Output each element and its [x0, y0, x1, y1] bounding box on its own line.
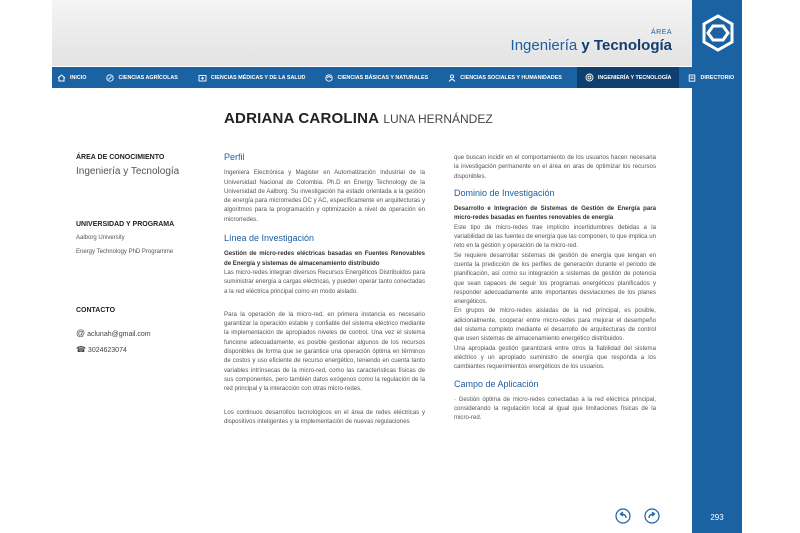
campo-title: Campo de Aplicación: [454, 378, 539, 389]
email-row: [76, 328, 151, 338]
linea-paragraph-1: Las micro-redes integran diversos Recursos Energéticos Distribuidos para suministrar energía a cargas eléctricas, y pueden operar tanto conectadas a la red eléctrica principal como en modo aislado.: [224, 268, 425, 295]
linea-title: Línea de Investigación: [224, 233, 315, 244]
nav-item-medicas[interactable]: [193, 67, 311, 88]
linea-subtitle: Gestión de micro-redes eléctricas basadas en Fuentes Renovables de Energía y sistemas de almacenamiento distribuido: [224, 250, 425, 267]
perfil-title: Perfil: [224, 152, 245, 162]
column-one: [224, 153, 425, 434]
perfil-text: Ingeniera Electrónica y Magister en Automatización Industrial de la Universidad Nacional de Colombia. Ph.D en Energy Technology de la Universidad de Aalborg. Su investigación ha estado orientada a la gestión de energía para microrredes DC y AC, específicamente en arquitecturas y algoritmos para la programación y optimización a nivel de operación en microrredes.: [224, 169, 425, 223]
dominio-subtitle: Desarrollo e Integración de Sistemas de Gestión de Energía para micro-redes basadas en fuentes renovables de energía: [454, 205, 656, 222]
area-heading: ÁREA DE CONOCIMIENTO: [76, 154, 165, 161]
area-title-bold: y Tecnología: [581, 37, 672, 54]
area-title-light: Ingeniería: [510, 37, 578, 54]
medical-icon: [198, 74, 207, 82]
header-band: [52, 0, 692, 66]
university-name: Aalborg University: [76, 235, 125, 241]
back-arrow-icon[interactable]: [615, 508, 631, 524]
dominio-paragraph-3: En grupos de micro-redes aisladas de la red principal, es posible, adicionalmente, cooperar entre micro-redes para mejorar el desempeño del sistema completo mediante el desarrollo de arquitecturas de control que usen sistemas de almacenamiento energético distribuidos.: [454, 307, 656, 343]
home-icon: [57, 74, 66, 82]
linea-paragraph-3: Los continuos desarrollos tecnológicos en el área de redes eléctricas y dispositivos inteligentes y la implementación de nuevas regulaciones: [224, 408, 425, 425]
nav-item-inicio[interactable]: [52, 67, 91, 88]
book-icon: [688, 74, 696, 82]
nav-label: CIENCIAS MÉDICAS Y DE LA SALUD: [210, 74, 306, 81]
page-number: 293: [710, 513, 724, 522]
person-first-name: ADRIANA CAROLINA: [224, 110, 380, 127]
person-last-name: LUNA HERNÁNDEZ: [383, 112, 493, 126]
area-value: Ingeniería y Tecnología: [76, 166, 180, 177]
nav-item-ingenieria[interactable]: [577, 67, 680, 88]
contact-heading: CONTACTO: [76, 307, 116, 314]
nav-item-agricolas[interactable]: [101, 67, 182, 88]
area-title: [511, 37, 672, 54]
linea-paragraph-2: Para la operación de la micro-red, en primera instancia es necesario garantizar la operación estable y confiable del sistema eléctrico mediante la implementación de apropiados niveles de control. Una vez el sistema funcione adecuadamente, es posible gestionar algunos de los recursos disponibles de forma que se garantice una operación óptima en términos de costos y uso eficiente de recurso energético, teniendo en cuenta tanto variables intrínsecas de la micro-red, como las características físicas de sus componentes, pero también datos exógenos como la regulación de la red principal y la interacción con otras micro-redes.: [224, 310, 425, 393]
column-two: [454, 153, 656, 431]
nav-item-sociales[interactable]: [443, 67, 567, 88]
nature-icon: [325, 74, 333, 82]
email-text[interactable]: aclunah@gmail.com: [87, 331, 151, 338]
phone-icon: ☎: [76, 345, 86, 354]
nav-label: CIENCIAS AGRÍCOLAS: [118, 74, 178, 81]
continued-text: que buscan incidir en el comportamiento de los usuarios hacen necesaria la investigación permanente en el área en aras de optimizar los recursos disponibles.: [454, 154, 656, 180]
gear-icon: [585, 73, 594, 82]
nav-label: INICIO: [70, 74, 87, 81]
dominio-paragraph-1: Este tipo de micro-redes trae implícito incertidumbres debidas a la variabilidad de las fuentes de energía que las componen, lo que implica un reto en la gestión y operación de la micro-red.: [454, 223, 656, 250]
forward-arrow-icon[interactable]: [644, 508, 660, 524]
program-name: Energy Technology PhD Programme: [76, 249, 174, 255]
dominio-title: Dominio de Investigación: [454, 187, 555, 198]
top-nav: [52, 67, 742, 88]
dominio-paragraph-4: Una apropiada gestión garantizará entre otros la fiabilidad del sistema eléctrico y un apropiado suministro de energía que responda a los cambiantes requerimientos energéticos de los usuarios.: [454, 344, 656, 371]
nav-label: DIRECTORIO: [700, 74, 735, 81]
nav-label: CIENCIAS SOCIALES Y HUMANIDADES: [460, 74, 562, 81]
dominio-paragraph-2: Se requiere desarrollar sistemas de gestión de energía que tengan en cuenta la predicción de los perfiles de generación durante el periodo de planificación, así como su integración a sistemas de gestión de potencia que sean capaces de seguir los programas energéticos planificados y responder adecuadamente ante importantes desviaciones de los planes energéticos.: [454, 251, 656, 306]
phone-row: [76, 345, 127, 354]
nav-label: INGENIERÍA Y TECNOLOGÍA: [597, 74, 672, 81]
nav-item-basicas[interactable]: [320, 67, 433, 88]
hexagon-logo-icon: [700, 13, 736, 53]
phone-text: 3024623074: [87, 347, 127, 354]
campo-text: · Gestión óptima de micro-redes conectadas a la red eléctrica principal, considerando la regulación local al igual que limitaciones físicas de la micro-red.: [454, 395, 656, 422]
page: [52, 0, 742, 533]
leaf-icon: [106, 74, 114, 82]
area-label: ÁREA: [650, 29, 672, 36]
nav-item-directorio[interactable]: [683, 67, 739, 88]
nav-label: CIENCIAS BÁSICAS Y NATURALES: [337, 74, 429, 81]
university-heading: UNIVERSIDAD Y PROGRAMA: [76, 221, 175, 228]
people-icon: [448, 74, 456, 82]
at-icon: @: [76, 328, 86, 338]
person-name: [224, 110, 493, 127]
